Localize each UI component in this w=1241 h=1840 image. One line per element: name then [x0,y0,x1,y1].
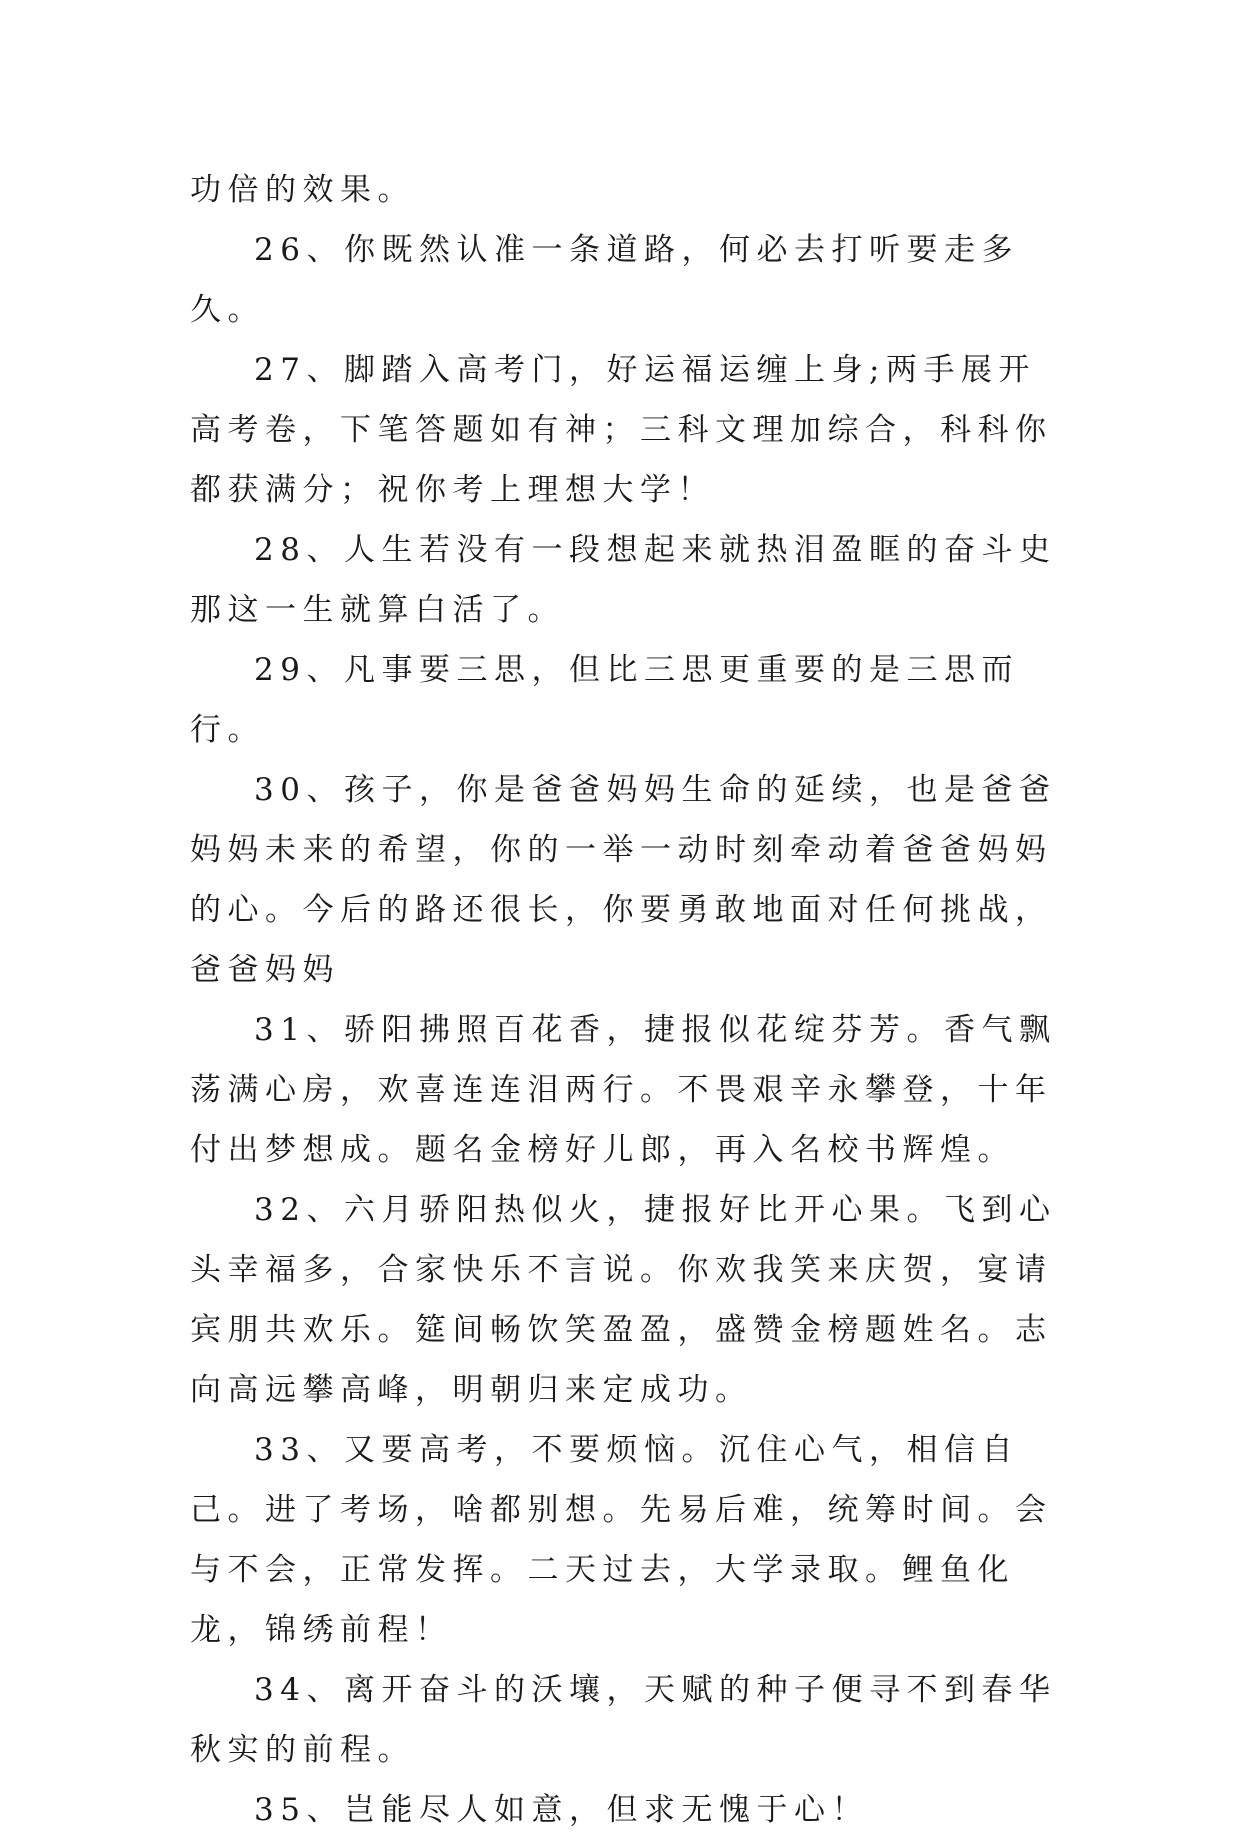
paragraph-item-34: 34、离开奋斗的沃壤，天赋的种子便寻不到春华秋实的前程。 [190,1672,1057,1768]
paragraph-item-28: 28、人生若没有一段想起来就热泪盈眶的奋斗史那这一生就算白活了。 [190,532,1057,628]
paragraph-item-33: 33、又要高考，不要烦恼。沉住心气，相信自己。进了考场，啥都别想。先易后难，统筹时间。会与不会，正常发挥。二天过去，大学录取。鲤鱼化龙，锦绣前程！ [190,1432,1053,1648]
paragraph-item-26: 26、你既然认准一条道路，何必去打听要走多久。 [190,232,1019,328]
paragraph-item-32: 32、六月骄阳热似火，捷报好比开心果。飞到心头幸福多，合家快乐不言说。你欢我笑来庆贺，宴请宾朋共欢乐。筵间畅饮笑盈盈，盛赞金榜题姓名。志向高远攀高峰，明朝归来定成功。 [190,1192,1057,1408]
paragraph-continuation: 功倍的效果。 [190,172,415,208]
paragraph-item-29: 29、凡事要三思，但比三思更重要的是三思而行。 [190,652,1019,748]
document-body [190,160,1070,1840]
paragraph-item-31: 31、骄阳拂照百花香，捷报似花绽芬芳。香气飘荡满心房，欢喜连连泪两行。不畏艰辛永攀登，十年付出梦想成。题名金榜好儿郎，再入名校书辉煌。 [190,1012,1057,1168]
paragraph-item-27: 27、脚踏入高考门，好运福运缠上身;两手展开高考卷，下笔答题如有神；三科文理加综合，科科你都获满分；祝你考上理想大学！ [190,352,1053,508]
paragraph-item-35: 35、岂能尽人如意，但求无愧于心！ [254,1792,869,1828]
paragraph-item-30: 30、孩子，你是爸爸妈妈生命的延续，也是爸爸妈妈未来的希望，你的一举一动时刻牵动着爸爸妈妈的心。今后的路还很长，你要勇敢地面对任何挑战，爸爸妈妈 [190,772,1057,988]
